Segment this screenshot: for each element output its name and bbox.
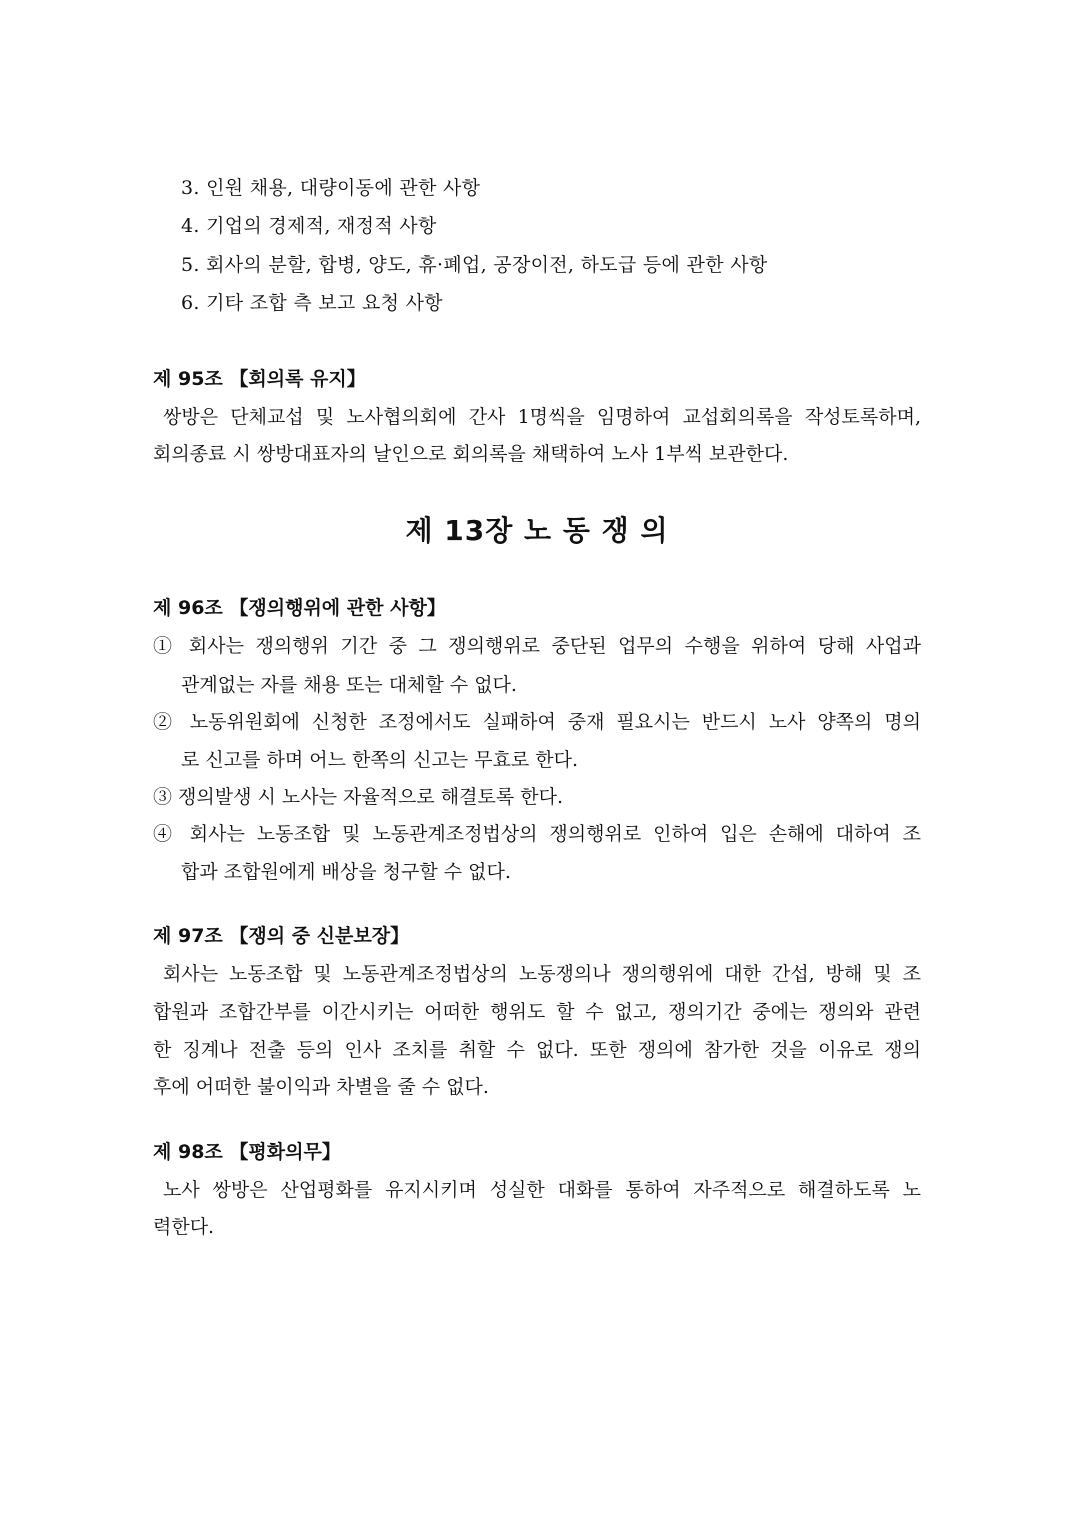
article-95-heading: 제 95조 【회의록 유지】 — [153, 368, 366, 390]
article-98-line: 력한다. — [153, 1216, 215, 1238]
clause-line: ③ 쟁의발생 시 노사는 자율적으로 해결토록 한다. — [153, 786, 564, 808]
clause-line: 합과 조합원에게 배상을 청구할 수 없다. — [181, 861, 511, 883]
article-98-line: 노사 쌍방은 산업평화를 유지시키며 성실한 대화를 통하여 자주적으로 해결하도록 노 — [163, 1179, 921, 1201]
clause-line: ① 회사는 쟁의행위 기간 중 그 쟁의행위로 중단된 업무의 수행을 위하여 당해 사업과 — [153, 635, 921, 657]
clause-line: 로 신고를 하며 어느 한쪽의 신고는 무효로 한다. — [181, 749, 579, 771]
article-97-line: 한 징계나 전출 등의 인사 조치를 취할 수 없다. 또한 쟁의에 참가한 것을 이유로 쟁의 — [153, 1039, 921, 1061]
article-95-line: 쌍방은 단체교섭 및 노사협의회에 간사 1명씩을 임명하여 교섭회의록을 작성토록하며, — [163, 406, 921, 428]
article-95-line: 회의종료 시 쌍방대표자의 날인으로 회의록을 채택하여 노사 1부씩 보관한다. — [153, 443, 789, 465]
article-97-line: 후에 어떠한 불이익과 차별을 줄 수 없다. — [153, 1076, 489, 1098]
article-97-line: 합원과 조합간부를 이간시키는 어떠한 행위도 할 수 없고, 쟁의기간 중에는 쟁의와 관련 — [153, 1001, 921, 1023]
clause-line: ② 노동위원회에 신청한 조정에서도 실패하여 중재 필요시는 반드시 노사 양쪽의 명의 — [153, 711, 921, 733]
article-96-heading: 제 96조 【쟁의행위에 관한 사항】 — [153, 597, 446, 619]
list-item: 4. 기업의 경제적, 재정적 사항 — [181, 215, 437, 237]
article-97-heading: 제 97조 【쟁의 중 신분보장】 — [153, 925, 410, 947]
clause-line: ④ 회사는 노동조합 및 노동관계조정법상의 쟁의행위로 인하여 입은 손해에 대하여 조 — [153, 823, 921, 845]
chapter-title: 제 13장 노 동 쟁 의 — [405, 514, 669, 547]
article-98-heading: 제 98조 【평화의무】 — [153, 1141, 341, 1163]
article-97-line: 회사는 노동조합 및 노동관계조정법상의 노동쟁의나 쟁의행위에 대한 간섭, 방해 및 조 — [163, 963, 921, 985]
clause-line: 관계없는 자를 채용 또는 대체할 수 없다. — [181, 674, 517, 696]
list-item: 3. 인원 채용, 대량이동에 관한 사항 — [181, 177, 481, 199]
list-item: 6. 기타 조합 측 보고 요청 사항 — [181, 292, 443, 314]
list-item: 5. 회사의 분할, 합병, 양도, 휴·폐업, 공장이전, 하도급 등에 관한 사항 — [181, 254, 768, 276]
